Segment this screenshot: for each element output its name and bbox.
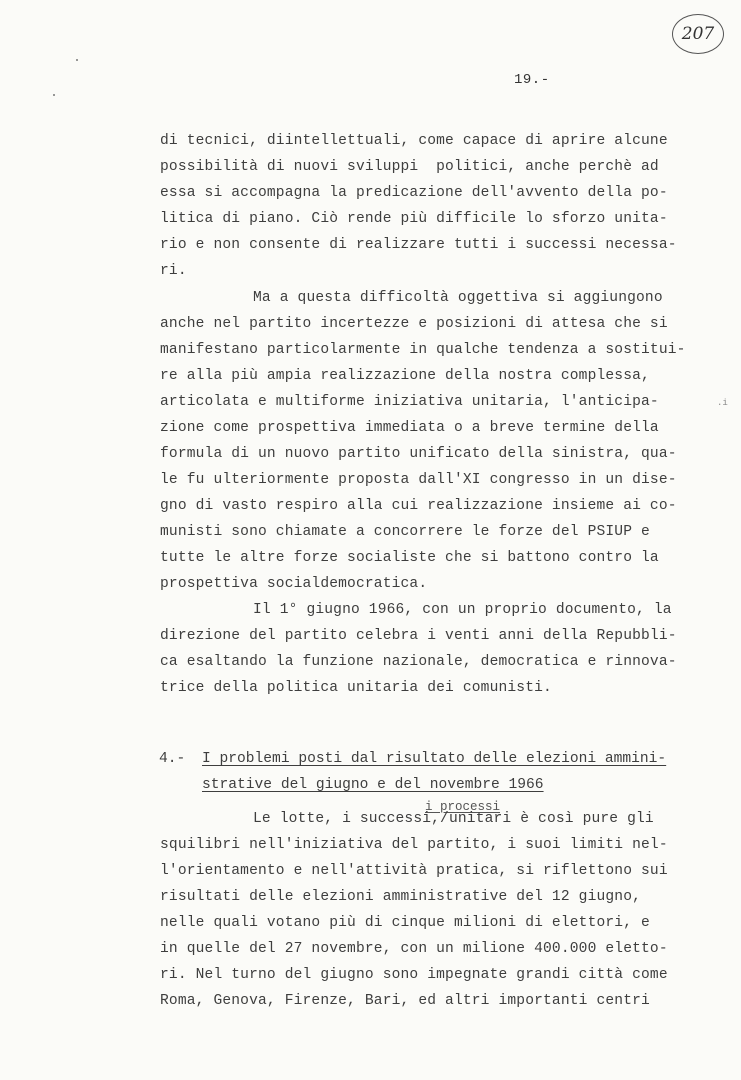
margin-mark: .i bbox=[717, 398, 728, 408]
text-line: le fu ulteriormente proposta dall'XI congresso in un dise- bbox=[160, 472, 677, 488]
text-line: essa si accompagna la predicazione dell'avvento della po- bbox=[160, 185, 668, 201]
text-line: gno di vasto respiro alla cui realizzazione insieme ai co- bbox=[160, 498, 677, 514]
text-line: tutte le altre forze socialiste che si battono contro la bbox=[160, 550, 659, 566]
text-line: anche nel partito incertezze e posizioni di attesa che si bbox=[160, 316, 668, 332]
text-line: litica di piano. Ciò rende più difficile lo sforzo unita- bbox=[160, 211, 668, 227]
text-line: direzione del partito celebra i venti anni della Repubbli- bbox=[160, 628, 677, 644]
text-line: Le lotte, i successi,/unitari è così pure gli bbox=[253, 811, 654, 827]
page-number: 19.- bbox=[514, 72, 550, 88]
text-line: l'orientamento e nell'attività pratica, si riflettono sui bbox=[160, 863, 668, 879]
section-title: strative del giugno e del novembre 1966 bbox=[202, 777, 544, 793]
text-line: munisti sono chiamate a concorrere le forze del PSIUP e bbox=[160, 524, 650, 540]
text-line: articolata e multiforme iniziativa unitaria, l'anticipa- bbox=[160, 394, 659, 410]
text-line: zione come prospettiva immediata o a breve termine della bbox=[160, 420, 659, 436]
text-line: nelle quali votano più di cinque milioni di elettori, e bbox=[160, 915, 650, 931]
section-title: I problemi posti dal risultato delle elezioni ammini- bbox=[202, 751, 667, 767]
text-line: risultati delle elezioni amministrative del 12 giugno, bbox=[160, 889, 642, 905]
stamp-number: 207 bbox=[681, 24, 715, 44]
text-insertion: i processi bbox=[425, 800, 501, 814]
section-number: 4.- bbox=[159, 751, 186, 767]
text-line: manifestano particolarmente in qualche tendenza a sostitui- bbox=[160, 342, 686, 358]
text-line: rio e non consente di realizzare tutti i successi necessa- bbox=[160, 237, 677, 253]
paper-speck bbox=[53, 94, 55, 96]
text-line: in quelle del 27 novembre, con un milione 400.000 eletto- bbox=[160, 941, 668, 957]
text-line: squilibri nell'iniziativa del partito, i suoi limiti nel- bbox=[160, 837, 668, 853]
text-line: prospettiva socialdemocratica. bbox=[160, 576, 428, 592]
text-line: di tecnici, diintellettuali, come capace di aprire alcune bbox=[160, 133, 668, 149]
text-line: possibilità di nuovi sviluppi politici, anche perchè ad bbox=[160, 159, 659, 175]
text-line: ri. bbox=[160, 263, 187, 279]
text-line: Ma a questa difficoltà oggettiva si aggiungono bbox=[253, 290, 663, 306]
text-line: Il 1° giugno 1966, con un proprio documento, la bbox=[253, 602, 672, 618]
text-line: re alla più ampia realizzazione della nostra complessa, bbox=[160, 368, 650, 384]
text-line: ca esaltando la funzione nazionale, democratica e rinnova- bbox=[160, 654, 677, 670]
text-line: formula di un nuovo partito unificato della sinistra, qua- bbox=[160, 446, 677, 462]
paper-speck bbox=[76, 59, 78, 61]
text-line: Roma, Genova, Firenze, Bari, ed altri importanti centri bbox=[160, 993, 650, 1009]
archive-stamp bbox=[672, 14, 724, 54]
text-line: ri. Nel turno del giugno sono impegnate grandi città come bbox=[160, 967, 668, 983]
text-line: trice della politica unitaria dei comunisti. bbox=[160, 680, 552, 696]
